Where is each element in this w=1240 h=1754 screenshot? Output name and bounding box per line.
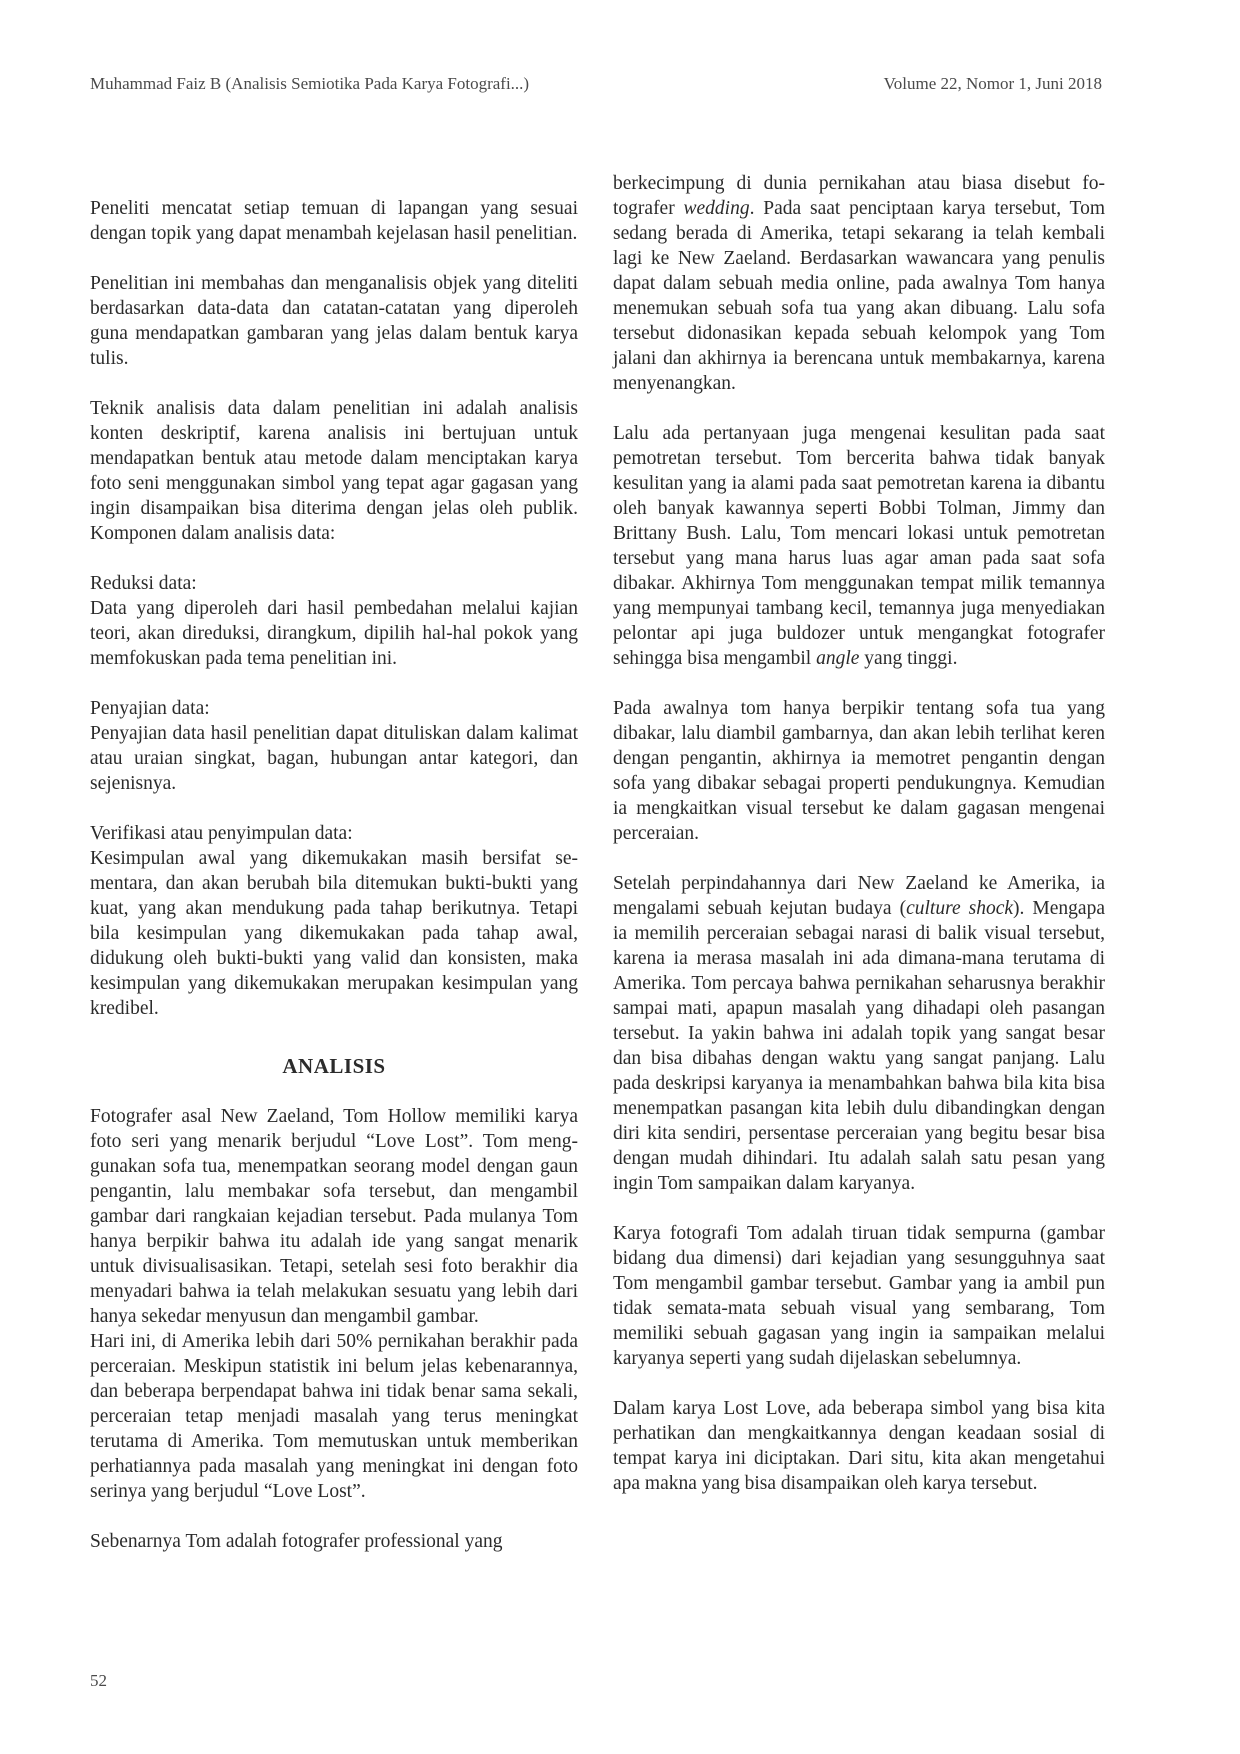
text: Lalu ada pertanyaan juga mengenai kesulitan pada saat pemotretan tersebut. Tom bercerita bahwa tidak banyak kesulitan yang ia alami pada saat pemotretan karena ia dibantu oleh banyak kawannya seperti Bobbi Tolman, Jimmy dan Brittany Bush. Lalu, Tom mencari lokasi untuk pemotretan tersebut yang mana harus luas agar aman pada saat sofa dibakar. Akhirnya Tom menggunakan tempat milik temannya yang mempunyai tambang kecil, temannya juga menyediakan pelontar api juga buldozer untuk mengangkat fotografer sehingga bisa mengambil	[613, 423, 1105, 669]
paragraph: Kesimpulan awal yang dikemukakan masih bersifat sementara, dan akan berubah bila ditemukan bukti-bukti yang kuat, yang akan mendukung pada tahap berikutnya. Tetapi bila kesimpulan yang dikemukakan pada tahap awal, didukung oleh bukti-bukti yang valid dan konsisten, maka kesimpulan yang dikemukakan merupakan kesimpulan yang kredibel.	[90, 848, 578, 1019]
page-number: 52	[90, 1671, 107, 1690]
paragraph: Hari ini, di Amerika lebih dari 50% pernikahan berakhir pada perceraian. Meskipun statistik ini belum jelas kebenarannya, dan beberapa berpendapat bahwa ini tidak benar sama sekali, perceraian tetap menjadi masalah yang terus meningkat terutama di Amerika. Tom memutuskan untuk memberikan perhatiannya pada masalah yang meningkat ini dengan foto serinya yang berjudul “Love Lost”.	[90, 1331, 578, 1502]
paragraph: Peneliti mencatat setiap temuan di lapangan yang sesuai dengan topik yang dapat menambah kejelasan hasil penelitian.	[90, 198, 578, 244]
text: . Pada saat penciptaan karya tersebut, Tom sedang berada di Amerika, tetapi sekarang ia telah kembali lagi ke New Zaeland. Berdasarkan wawancara yang penulis dapat dalam sebuah media online, pada awalnya Tom hanya menemukan sebuah sofa tua yang akan dibuang. Lalu sofa tersebut didonasikan kepada sebuah kelompok yang Tom jalani dan akhirnya ia berencana untuk membakarnya, karena menyenangkan.	[613, 198, 1105, 394]
paragraph: Dalam karya Lost Love, ada beberapa simbol yang bisa kita perhatikan dan mengkaitkannya dengan keadaan sosial di tempat karya ini diciptakan. Dari situ, kita akan mengetahui apa makna yang bisa disampaikan oleh karya tersebut.	[613, 1398, 1105, 1494]
paragraph: Sebenarnya Tom adalah fotografer professional yang	[90, 1531, 503, 1552]
paragraph	[613, 171, 1105, 396]
text: ). Mengapa ia memilih perceraian sebagai narasi di balik visual tersebut, karena ia merasa masalah ini ada dimana-mana terutama di Amerika. Tom percaya bahwa pernikahan seharusnya berakhir sampai mati, apapun masalah yang dihadapi oleh pasangan tersebut. Ia yakin bahwa ini adalah topik yang sangat besar dan bisa dibahas dengan waktu yang sangat panjang. Lalu pada deskripsi karyanya ia menambahkan bahwa bila kita bisa menempatkan pasangan kita lebih dulu dibandingkan dengan diri kita sendiri, persentase perceraian yang begitu besar bisa dengan mudah dihindari. Itu adalah salah satu pesan yang ingin Tom sampaikan dalam karyanya.	[613, 898, 1105, 1194]
text: Setelah perpindahannya dari New Zaeland ke Amerika, ia mengalami sebuah kejutan budaya (	[613, 873, 1105, 919]
paragraph: Fotografer asal New Zaeland, Tom Hollow memiliki karya foto seri yang menarik berjudul “Love Lost”. Tom menggunakan sofa tua, menempatkan seorang model dengan gaun pengantin, lalu membakar sofa tersebut, dan mengambil gambar dari rangkaian kejadian tersebut. Pada mulanya Tom hanya berpikir bahwa itu adalah ide yang sangat menarik untuk divisualisasikan. Tetapi, setelah sesi foto berakhir dia menyadari bahwa ia telah melakukan sesuatu yang lebih dari hanya sekedar menyusun dan mengambil gambar.	[90, 1106, 578, 1327]
subheading-penyajian: Penyajian data:	[90, 698, 210, 719]
paragraph: Data yang diperoleh dari hasil pembedahan melalui kajian teori, akan direduksi, dirangkum, dipilih hal-hal pokok yang memfokuskan pada tema penelitian ini.	[90, 598, 578, 669]
header-article-title: Muhammad Faiz B (Analisis Semiotika Pada Karya Fotografi...)	[90, 74, 530, 93]
right-column	[613, 171, 1105, 1496]
subheading-verifikasi: Verifikasi atau penyimpulan data:	[90, 823, 353, 844]
paragraph: Teknik analisis data dalam penelitian ini adalah analisis konten deskriptif, karena analisis ini bertujuan untuk mendapatkan bentuk atau metode dalam menciptakan karya foto seni menggunakan simbol yang tepat agar gagasan yang ingin disampaikan bisa diterima dengan jelas oleh publik. Komponen dalam analisis data:	[90, 398, 578, 544]
header-volume-info: Volume 22, Nomor 1, Juni 2018	[883, 74, 1102, 93]
paragraph	[613, 871, 1105, 1196]
left-column	[90, 196, 578, 1554]
text: berkecimpung di dunia pernikahan atau biasa disebut fotografer	[613, 173, 1105, 219]
paragraph: Pada awalnya tom hanya berpikir tentang sofa tua yang dibakar, lalu diambil gambarnya, dan akan lebih terlihat keren dengan pengantin, akhirnya ia memotret pengantin dengan sofa yang dibakar sebagai properti pendukungnya. Kemudian ia mengkaitkan visual tersebut ke dalam gagasan mengenai perceraian.	[613, 698, 1105, 844]
text: yang tinggi.	[859, 648, 958, 669]
emphasis: angle	[816, 648, 860, 669]
paragraph: Karya fotografi Tom adalah tiruan tidak sempurna (gambar bidang dua dimensi) dari kejadian yang sesungguhnya saat Tom mengambil gambar tersebut. Gambar yang ia ambil pun tidak semata-mata sebuah visual yang sembarang, Tom memiliki sebuah gagasan yang ingin ia sampaikan melalui karyanya seperti yang sudah dijelaskan sebelumnya.	[613, 1223, 1105, 1369]
subheading-reduksi: Reduksi data:	[90, 573, 197, 594]
paragraph: Penyajian data hasil penelitian dapat dituliskan dalam kalimat atau uraian singkat, bagan, hubungan antar kategori, dan sejenisnya.	[90, 723, 578, 794]
paragraph: Penelitian ini membahas dan menganalisis objek yang diteliti berdasarkan data-data dan catatan-catatan yang diperoleh guna mendapatkan gambaran yang jelas dalam bentuk karya tulis.	[90, 273, 578, 369]
section-heading: ANALISIS	[282, 1054, 386, 1078]
emphasis: wedding	[683, 198, 750, 219]
emphasis: culture shock	[906, 898, 1014, 919]
paragraph	[613, 421, 1105, 671]
